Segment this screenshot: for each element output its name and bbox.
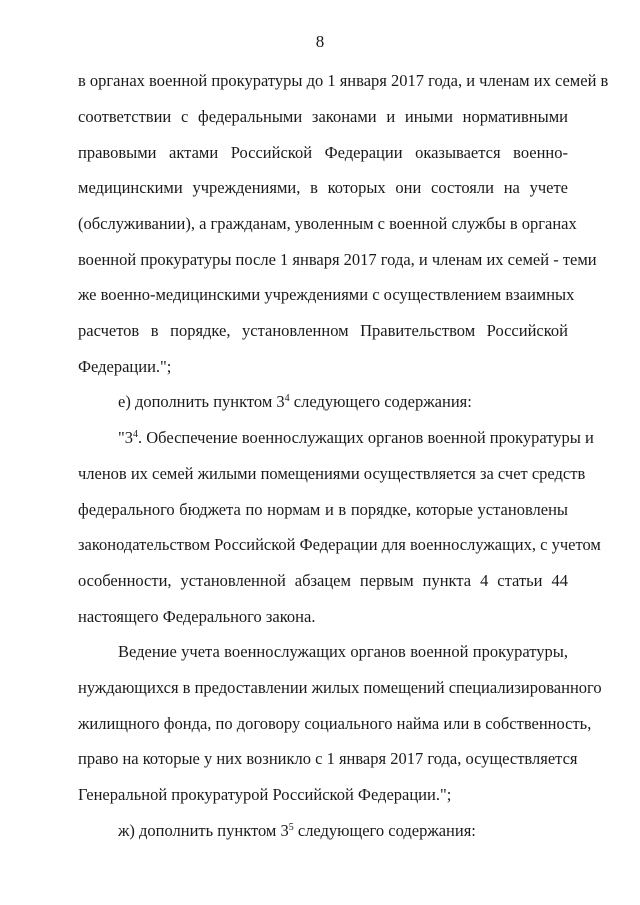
paragraph-3-line-6: настоящего Федерального закона.	[78, 607, 316, 626]
paragraph-1-line-7: же военно-медицинскими учреждениями с осуществлением взаимных	[78, 285, 575, 304]
paragraph-4-line-3: жилищного фонда, по договору социального найма или в собственность,	[78, 714, 592, 733]
paragraph-4-line-2: нуждающихся в предоставлении жилых помещений специализированного	[78, 678, 602, 697]
paragraph-3-number: "3	[118, 428, 133, 447]
item-zh-superscript: 5	[288, 822, 294, 833]
paragraph-1-line-1: в органах военной прокуратуры до 1 января 2017 года, и членам их семей в	[78, 71, 609, 90]
paragraph-4-line-5: Генеральной прокуратурой Российской Федерации.";	[78, 785, 452, 804]
paragraph-3-line-2: членов их семей жилыми помещениями осуществляется за счет средств	[78, 464, 586, 483]
paragraph-4-line-4: право на которые у них возникло с 1 января 2017 года, осуществляется	[78, 749, 578, 768]
paragraph-3-line-1	[118, 428, 594, 448]
paragraph-1-line-6: военной прокуратуры после 1 января 2017 года, и членам их семей - теми	[78, 250, 597, 269]
paragraph-3-line-5: особенности, установленной абзацем первым пункта 4 статьи 44	[78, 571, 568, 590]
paragraph-1-line-2: соответствии с федеральными законами и иными нормативными	[78, 107, 568, 126]
item-zh-text: ж) дополнить пунктом 3	[118, 821, 289, 840]
paragraph-1-line-5: (обслуживании), а гражданам, уволенным с военной службы в органах	[78, 214, 577, 233]
paragraph-3-line-4: законодательством Российской Федерации для военнослужащих, с учетом	[78, 535, 601, 554]
paragraph-3-superscript: 4	[133, 429, 138, 440]
item-zh-line	[118, 821, 476, 841]
paragraph-3-line-1-text: . Обеспечение военнослужащих органов военной прокуратуры и	[138, 428, 594, 447]
paragraph-4-line-1: Ведение учета военнослужащих органов военной прокуратуры,	[118, 642, 568, 661]
paragraph-1-line-3: правовыми актами Российской Федерации оказывается военно-	[78, 143, 568, 162]
item-e-text: е) дополнить пунктом 3	[118, 392, 285, 411]
paragraph-1-line-9: Федерации.";	[78, 357, 172, 376]
item-zh-text-end: следующего содержания:	[293, 821, 476, 840]
item-e-text-end: следующего содержания:	[289, 392, 472, 411]
paragraph-3-line-3: федерального бюджета по нормам и в порядке, которые установлены	[78, 500, 568, 519]
item-e-line	[118, 392, 472, 412]
item-e-superscript: 4	[284, 393, 290, 404]
paragraph-1-line-4: медицинскими учреждениями, в которых они состояли на учете	[78, 178, 568, 197]
paragraph-1-line-8: расчетов в порядке, установленном Правительством Российской	[78, 321, 568, 340]
page-number: 8	[315, 32, 325, 51]
